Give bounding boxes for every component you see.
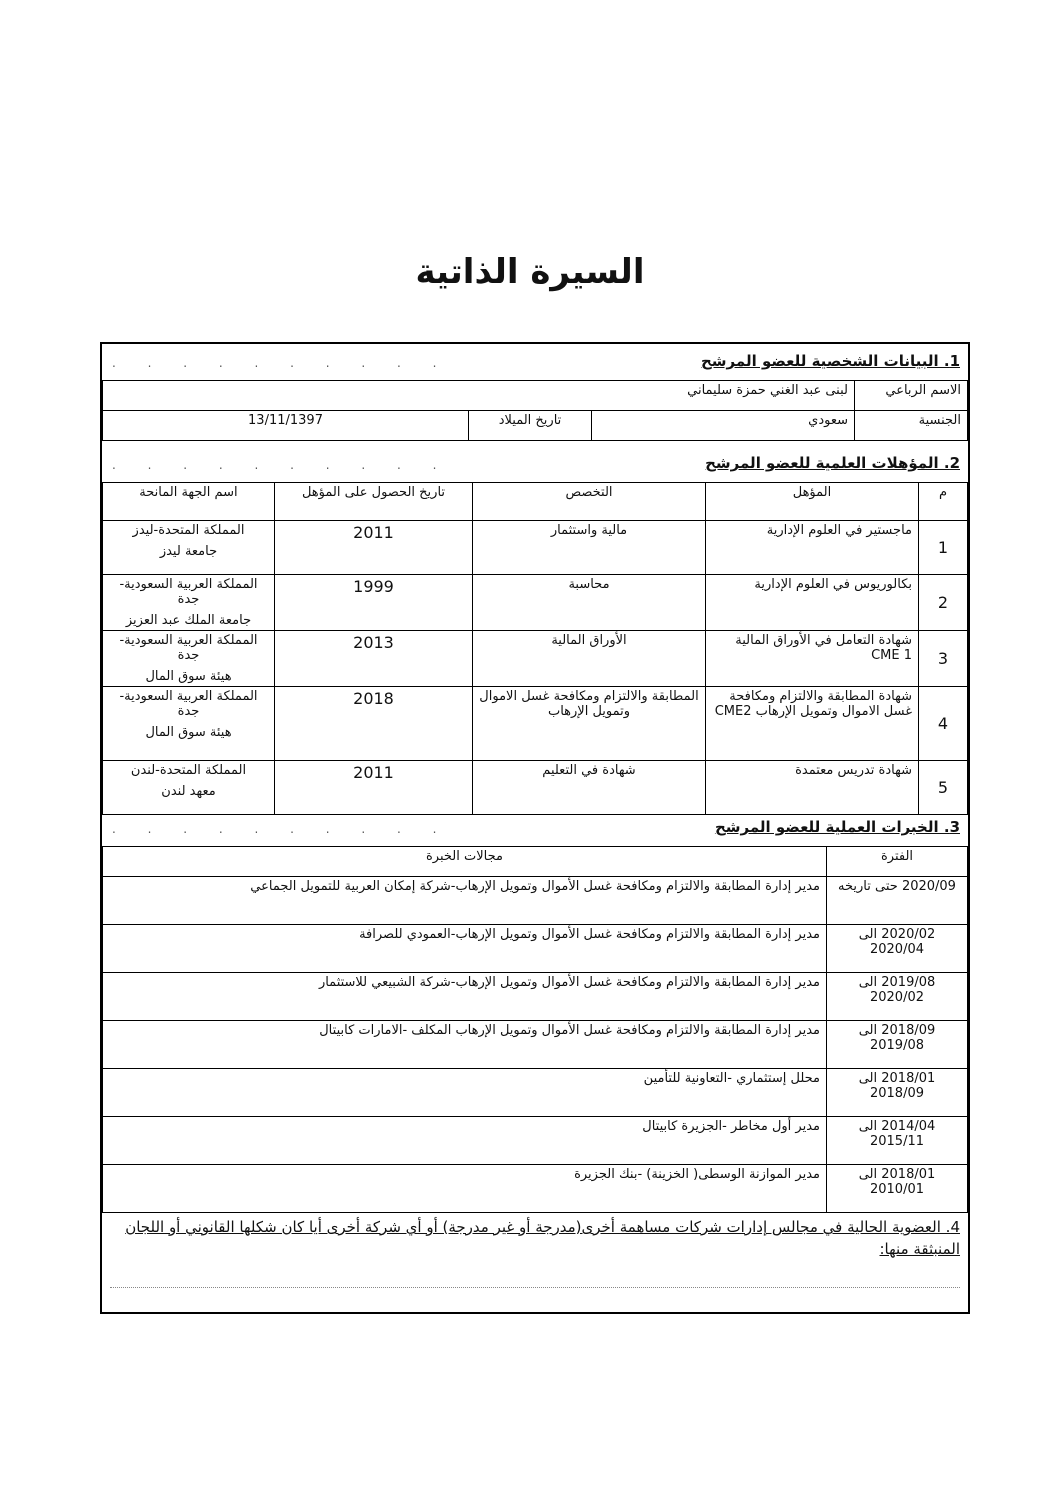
row-index: 2 [919,575,968,631]
table-row [103,631,968,687]
issuer-location: المملكة العربية السعودية-جدة [119,577,258,607]
name-value: لبنى عبد الغني حمزة سليماني [103,381,855,411]
section4-text: 4. العضوية الحالية في مجالس إدارات شركات مساهمة أخرى(مدرجة أو غير مدرجة) أو أي شركة أخرى أيا كان شكلها القانوني أو اللجان المنبثقة منها: [125,1218,960,1258]
qualification-cell: شهادة تدريس معتمدة [706,761,919,815]
issuer-name: جامعة الملك عبد العزيز [125,613,252,628]
col-header-qualification: المؤهل [706,483,919,521]
period-cell: 2018/01 الى 2010/01 [827,1165,968,1213]
table-row [103,687,968,761]
experience-cell: مدير إدارة المطابقة والالتزام ومكافحة غسل الأموال وتمويل الإرهاب-شركة إمكان العربية للتمويل الجماعي [103,877,827,925]
issuer-location: المملكة المتحدة-ليدز [132,523,245,538]
period-cell: 2014/04 الى 2015/11 [827,1117,968,1165]
date-cell: 2013 [275,631,473,687]
col-header-period: الفترة [827,847,968,877]
date-cell: 2011 [275,521,473,575]
section1-heading: 1. البيانات الشخصية للعضو المرشح [701,352,960,370]
experience-cell: محلل إستثماري -التعاونية للتأمين [103,1069,827,1117]
issuer-location: المملكة العربية السعودية-جدة [119,689,258,719]
qualification-cell: ماجستير في العلوم الإدارية [706,521,919,575]
table-row [103,1021,968,1069]
row-index: 1 [919,521,968,575]
row-index: 4 [919,687,968,761]
issuer-location: المملكة المتحدة-لندن [130,763,247,778]
qualification-cell: شهادة المطابقة والالتزام ومكافحة غسل الاموال وتمويل الإرهاب CME2 [706,687,919,761]
table-row [103,1165,968,1213]
table-row [103,925,968,973]
col-header-specialization: التخصص [473,483,706,521]
row-index: 3 [919,631,968,687]
section3-heading: 3. الخبرات العملية للعضو المرشح [714,818,960,836]
row-index: 5 [919,761,968,815]
experience-cell: مدير الموازنة الوسطى( الخزينة) -بنك الجزيرة [103,1165,827,1213]
col-header-experience: مجالات الخبرة [103,847,827,877]
date-cell: 2011 [275,761,473,815]
period-cell: 2018/09 الى 2019/08 [827,1021,968,1069]
specialization-cell: الأوراق المالية [473,631,706,687]
specialization-cell: محاسبة [473,575,706,631]
issuer-name: هيئة سوق المال [145,669,232,684]
blank-answer-line [110,1287,960,1288]
period-cell: 2020/09 حتى تاريخه [827,877,968,925]
dotted-fill: . . . . . . . . . . [112,822,451,836]
birthdate-label: تاريخ الميلاد [469,411,592,441]
date-cell: 2018 [275,687,473,761]
name-label: الاسم الرباعي [855,381,968,411]
nationality-label: الجنسية [855,411,968,441]
specialization-cell: مالية واستثمار [473,521,706,575]
qualifications-table [102,482,968,815]
col-header-issuer: اسم الجهة المانحة [103,483,275,521]
dotted-fill: . . . . . . . . . . [112,458,451,472]
qualification-cell: شهادة التعامل في الأوراق المالية CME 1 [706,631,919,687]
personal-info-table [102,380,968,441]
table-row [103,575,968,631]
col-header-index: م [919,483,968,521]
nationality-value: سعودي [592,411,855,441]
col-header-date: تاريخ الحصول على المؤهل [275,483,473,521]
experience-cell: مدير إدارة المطابقة والالتزام ومكافحة غسل الأموال وتمويل الإرهاب-شركة الشبيعي للاستثمار [103,973,827,1021]
table-row [103,761,968,815]
date-cell: 1999 [275,575,473,631]
issuer-name: هيئة سوق المال [145,725,232,740]
dotted-fill: . . . . . . . . . . [112,356,451,370]
table-row [103,973,968,1021]
qualification-cell: بكالوريوس في العلوم الإدارية [706,575,919,631]
birthdate-value: 13/11/1397 [248,413,323,428]
period-cell: 2018/01 الى 2018/09 [827,1069,968,1117]
issuer-name: جامعة ليدز [159,544,218,559]
issuer-name: معهد لندن [161,784,216,799]
specialization-cell: المطابقة والالتزام ومكافحة غسل الاموال وتمويل الإرهاب [473,687,706,761]
table-row [103,1117,968,1165]
experience-cell: مدير إدارة المطابقة والالتزام ومكافحة غسل الأموال وتمويل الإرهاب المكلف -الامارات كابيتال [103,1021,827,1069]
section2-heading: 2. المؤهلات العلمية للعضو المرشح [705,454,960,472]
period-cell: 2020/02 الى 2020/04 [827,925,968,973]
experience-cell: مدير إدارة المطابقة والالتزام ومكافحة غسل الأموال وتمويل الإرهاب-العمودي للصرافة [103,925,827,973]
page-title: السيرة الذاتية [415,252,645,292]
experience-cell: مدير أول مخاطر -الجزيرة كابيتال [103,1117,827,1165]
table-row [103,521,968,575]
table-row [103,877,968,925]
period-cell: 2019/08 الى 2020/02 [827,973,968,1021]
specialization-cell: شهادة في التعليم [473,761,706,815]
cv-form [100,342,970,1314]
experience-table [102,846,968,1213]
table-row [103,1069,968,1117]
issuer-location: المملكة العربية السعودية-جدة [119,633,258,663]
